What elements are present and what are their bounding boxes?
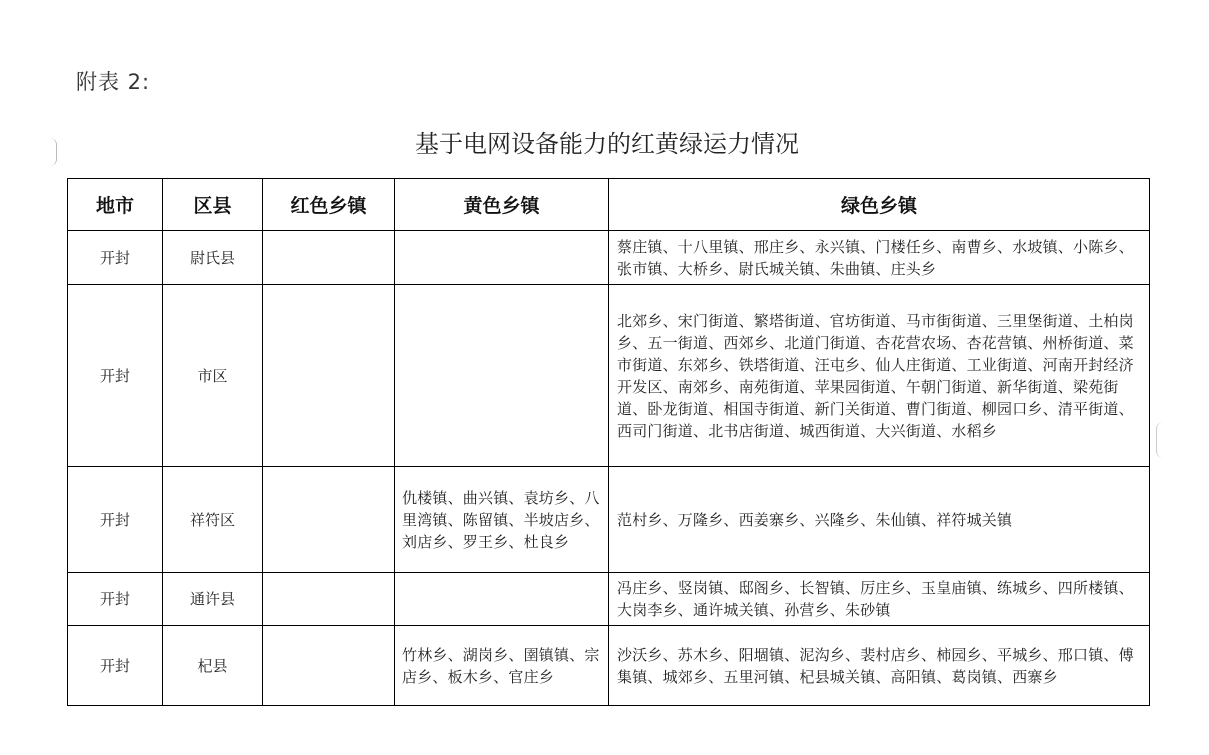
city-cell: 开封 [68, 467, 163, 573]
table-row [68, 467, 1150, 573]
yellow-towns-cell: 仇楼镇、曲兴镇、袁坊乡、八里湾镇、陈留镇、半坡店乡、刘店乡、罗王乡、杜良乡 [395, 467, 609, 573]
header-red-towns: 红色乡镇 [263, 179, 395, 231]
yellow-towns-cell: 竹林乡、湖岗乡、圉镇镇、宗店乡、板木乡、官庄乡 [395, 626, 609, 706]
table-row [68, 573, 1150, 626]
header-green-towns: 绿色乡镇 [609, 179, 1150, 231]
green-towns-cell: 冯庄乡、竖岗镇、邸阁乡、长智镇、厉庄乡、玉皇庙镇、练城乡、四所楼镇、大岗李乡、通许城关镇、孙营乡、朱砂镇 [609, 573, 1150, 626]
red-towns-cell [263, 573, 395, 626]
table-header-row [68, 179, 1150, 231]
yellow-towns-cell [395, 231, 609, 285]
yellow-towns-cell [395, 573, 609, 626]
rag-capacity-table [67, 178, 1150, 706]
green-towns-cell: 范村乡、万隆乡、西姜寨乡、兴隆乡、朱仙镇、祥符城关镇 [609, 467, 1150, 573]
red-towns-cell [263, 626, 395, 706]
green-towns-cell: 北郊乡、宋门街道、繁塔街道、官坊街道、马市街街道、三里堡街道、土柏岗乡、五一街道、西郊乡、北道门街道、杏花营农场、杏花营镇、州桥街道、菜市街道、东郊乡、铁塔街道、汪屯乡、仙人庄街道、工业街道、河南开封经济开发区、南郊乡、南苑街道、苹果园街道、午朝门街道、新华街道、梁苑街道、卧龙街道、相国寺街道、新门关街道、曹门街道、柳园口乡、清平街道、西司门街道、北书店街道、城西街道、大兴街道、水稻乡 [609, 285, 1150, 467]
county-cell: 祥符区 [163, 467, 263, 573]
city-cell: 开封 [68, 626, 163, 706]
header-yellow-towns: 黄色乡镇 [395, 179, 609, 231]
county-cell: 杞县 [163, 626, 263, 706]
green-towns-cell: 沙沃乡、苏木乡、阳堌镇、泥沟乡、裴村店乡、柿园乡、平城乡、邢口镇、傅集镇、城郊乡、五里河镇、杞县城关镇、高阳镇、葛岗镇、西寨乡 [609, 626, 1150, 706]
red-towns-cell [263, 231, 395, 285]
header-city: 地市 [68, 179, 163, 231]
red-towns-cell [263, 285, 395, 467]
city-cell: 开封 [68, 573, 163, 626]
yellow-towns-cell [395, 285, 609, 467]
county-cell: 通许县 [163, 573, 263, 626]
attachment-label: 附表 2: [76, 70, 151, 94]
table-row [68, 626, 1150, 706]
city-cell: 开封 [68, 285, 163, 467]
city-cell: 开封 [68, 231, 163, 285]
green-towns-cell: 蔡庄镇、十八里镇、邢庄乡、永兴镇、门楼任乡、南曹乡、水坡镇、小陈乡、张市镇、大桥乡、尉氏城关镇、朱曲镇、庄头乡 [609, 231, 1150, 285]
page-edge-mark-right [1156, 422, 1163, 458]
county-cell: 市区 [163, 285, 263, 467]
red-towns-cell [263, 467, 395, 573]
table-row [68, 285, 1150, 467]
header-county: 区县 [163, 179, 263, 231]
county-cell: 尉氏县 [163, 231, 263, 285]
document-title: 基于电网设备能力的红黄绿运力情况 [415, 130, 799, 158]
table-row [68, 231, 1150, 285]
